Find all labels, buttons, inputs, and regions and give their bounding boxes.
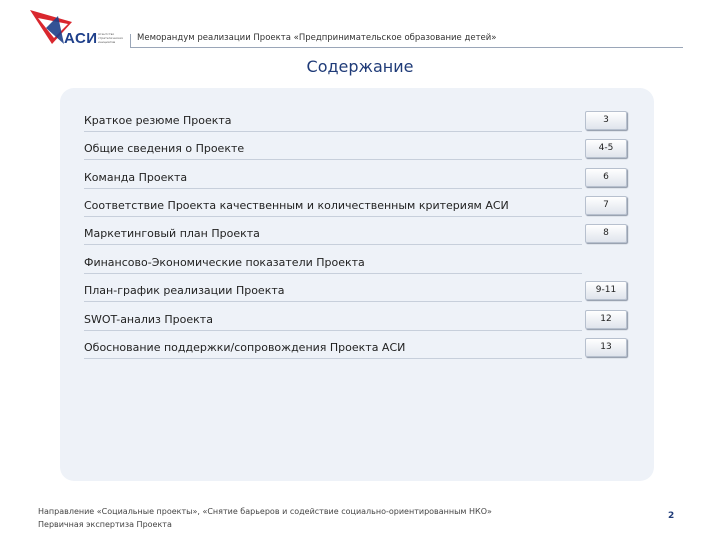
toc-row-label: Маркетинговый план Проекта: [84, 227, 260, 240]
toc-row[interactable]: [84, 224, 644, 244]
toc-page-box: 4-5: [585, 139, 627, 158]
toc-page-box: 6: [585, 168, 627, 187]
asi-logo: [28, 8, 128, 54]
toc-row-label: Финансово-Экономические показатели Проекта: [84, 256, 365, 269]
toc-row-divider: [84, 244, 582, 245]
toc-row-label: Общие сведения о Проекте: [84, 142, 245, 155]
toc-row[interactable]: [84, 281, 644, 301]
logo-subtitle: Агентство стратегических инициатив: [98, 32, 124, 44]
page-number: 2: [668, 511, 675, 521]
toc-page-box: 3: [585, 111, 627, 130]
toc-row-divider: [84, 273, 582, 274]
toc-row[interactable]: [84, 338, 644, 358]
toc-row-label: План-график реализации Проекта: [84, 284, 285, 297]
toc-row-label: Краткое резюме Проекта: [84, 114, 232, 127]
toc-row-divider: [84, 216, 582, 217]
toc-row-label: Команда Проекта: [84, 171, 188, 184]
toc-row[interactable]: [84, 111, 644, 131]
toc-row-label: Соответствие Проекта качественным и количественным критериям АСИ: [84, 199, 509, 212]
page-title: Содержание: [306, 57, 414, 76]
toc-page-box: 8: [585, 224, 627, 243]
toc-page-box: 7: [585, 196, 627, 215]
footer-expertise: Первичная экспертиза Проекта: [38, 520, 172, 529]
header-divider: [130, 34, 131, 48]
toc-row[interactable]: [84, 168, 644, 188]
header-title: Меморандум реализации Проекта «Предпринимательское образование детей»: [137, 33, 497, 43]
toc-page-box: 9-11: [585, 281, 627, 300]
logo-text: АСИ: [64, 30, 98, 47]
toc-row-divider: [84, 358, 582, 359]
footer-direction: Направление «Социальные проекты», «Снятие барьеров и содействие социально-ориентированным НКО»: [38, 507, 492, 516]
toc-row-label: Обоснование поддержки/сопровождения Проекта АСИ: [84, 341, 406, 354]
toc-row-divider: [84, 330, 582, 331]
toc-row-divider: [84, 188, 582, 189]
toc-row-label: SWOT-анализ Проекта: [84, 313, 213, 326]
toc-row-divider: [84, 159, 582, 160]
toc-row[interactable]: [84, 310, 644, 330]
toc-page-box: 12: [585, 310, 627, 329]
toc-row[interactable]: [84, 253, 644, 273]
footer: [38, 505, 492, 531]
header-rule: [130, 47, 683, 48]
toc-row[interactable]: [84, 196, 644, 216]
toc-row-divider: [84, 301, 582, 302]
toc-page-box: 13: [585, 338, 627, 357]
toc-row-divider: [84, 131, 582, 132]
toc-row[interactable]: [84, 139, 644, 159]
